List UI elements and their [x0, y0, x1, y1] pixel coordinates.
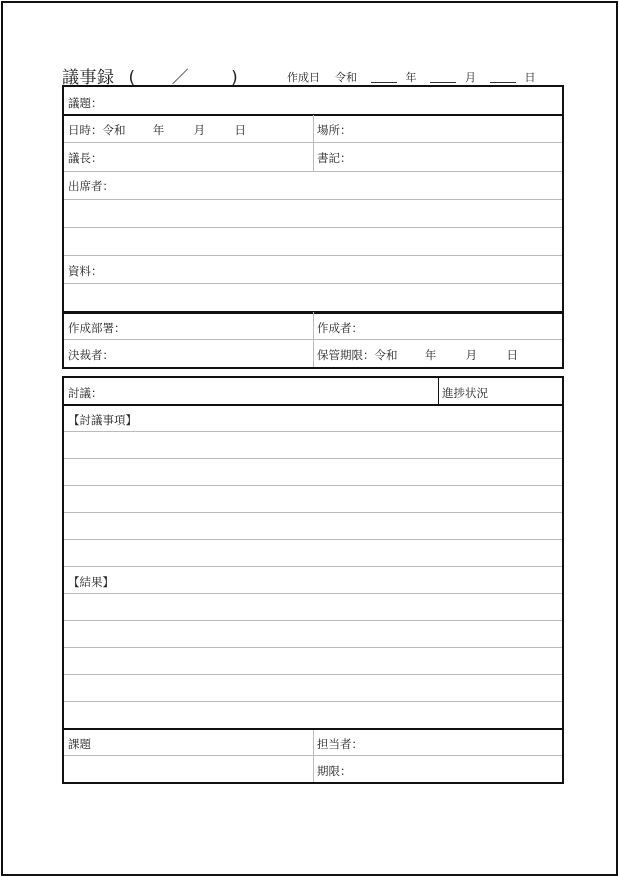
meeting-info-box — [62, 85, 564, 314]
column-divider — [313, 730, 314, 782]
row-divider — [64, 674, 562, 675]
created-date-line — [287, 69, 536, 85]
author-label: 作成者： — [317, 321, 363, 335]
retention-day-label: 日 — [506, 348, 518, 362]
datetime-label: 日時：令和 — [68, 123, 126, 137]
column-divider — [438, 378, 439, 405]
department-label: 作成部署： — [68, 321, 126, 335]
row-divider — [64, 227, 562, 228]
approver-label: 決裁者： — [68, 348, 114, 362]
created-day-blank[interactable] — [490, 72, 516, 83]
row-divider — [64, 485, 562, 486]
row-divider — [64, 512, 562, 513]
progress-label: 進捗状況 — [442, 386, 488, 400]
row-divider — [64, 701, 562, 702]
document-title: 議事録 — [62, 68, 115, 88]
row-divider — [64, 431, 562, 432]
row-divider — [64, 620, 562, 621]
datetime-field — [68, 122, 246, 138]
owner-label: 担当者： — [317, 737, 363, 751]
created-label: 作成日 — [287, 71, 320, 84]
place-label: 場所： — [317, 123, 352, 137]
row-divider — [64, 458, 562, 459]
datetime-month-label: 月 — [193, 123, 206, 137]
created-day-label: 日 — [524, 71, 536, 84]
secretary-label: 書記： — [317, 151, 352, 165]
row-divider — [64, 647, 562, 648]
issue-label: 課題 — [68, 737, 91, 751]
row-divider — [64, 539, 562, 540]
discussion-box — [62, 376, 564, 784]
created-year-blank[interactable] — [371, 72, 397, 83]
results-label: 【結果】 — [68, 575, 114, 589]
row-divider — [64, 566, 562, 567]
created-month-blank[interactable] — [430, 72, 456, 83]
title-slash: ／ — [171, 68, 190, 88]
datetime-day-label: 日 — [234, 123, 246, 137]
retention-label: 保管期限：令和 — [317, 348, 398, 362]
row-divider — [64, 283, 562, 284]
title-open-paren: ( — [128, 68, 136, 88]
row-divider — [64, 199, 562, 200]
document-page — [1, 1, 618, 876]
row-divider — [64, 171, 562, 172]
column-divider — [313, 115, 314, 171]
attendees-label: 出席者： — [68, 179, 114, 193]
created-month-label: 月 — [465, 71, 476, 84]
retention-field — [317, 347, 518, 363]
row-divider — [64, 593, 562, 594]
agenda-label: 議題： — [68, 96, 103, 110]
datetime-year-label: 年 — [152, 123, 165, 137]
row-divider — [64, 255, 562, 256]
topics-label: 【討議事項】 — [68, 413, 137, 427]
discussion-label: 討議： — [68, 386, 103, 400]
title-close-paren: ) — [231, 68, 239, 88]
approval-box — [62, 311, 564, 369]
retention-month-label: 月 — [465, 348, 478, 362]
chair-label: 議長： — [68, 151, 103, 165]
created-era: 令和 — [335, 71, 357, 84]
row-divider — [64, 404, 562, 406]
column-divider — [313, 312, 314, 367]
retention-year-label: 年 — [424, 348, 437, 362]
deadline-label: 期限： — [317, 764, 352, 778]
created-year-label: 年 — [405, 71, 417, 84]
materials-label: 資料： — [68, 264, 103, 278]
